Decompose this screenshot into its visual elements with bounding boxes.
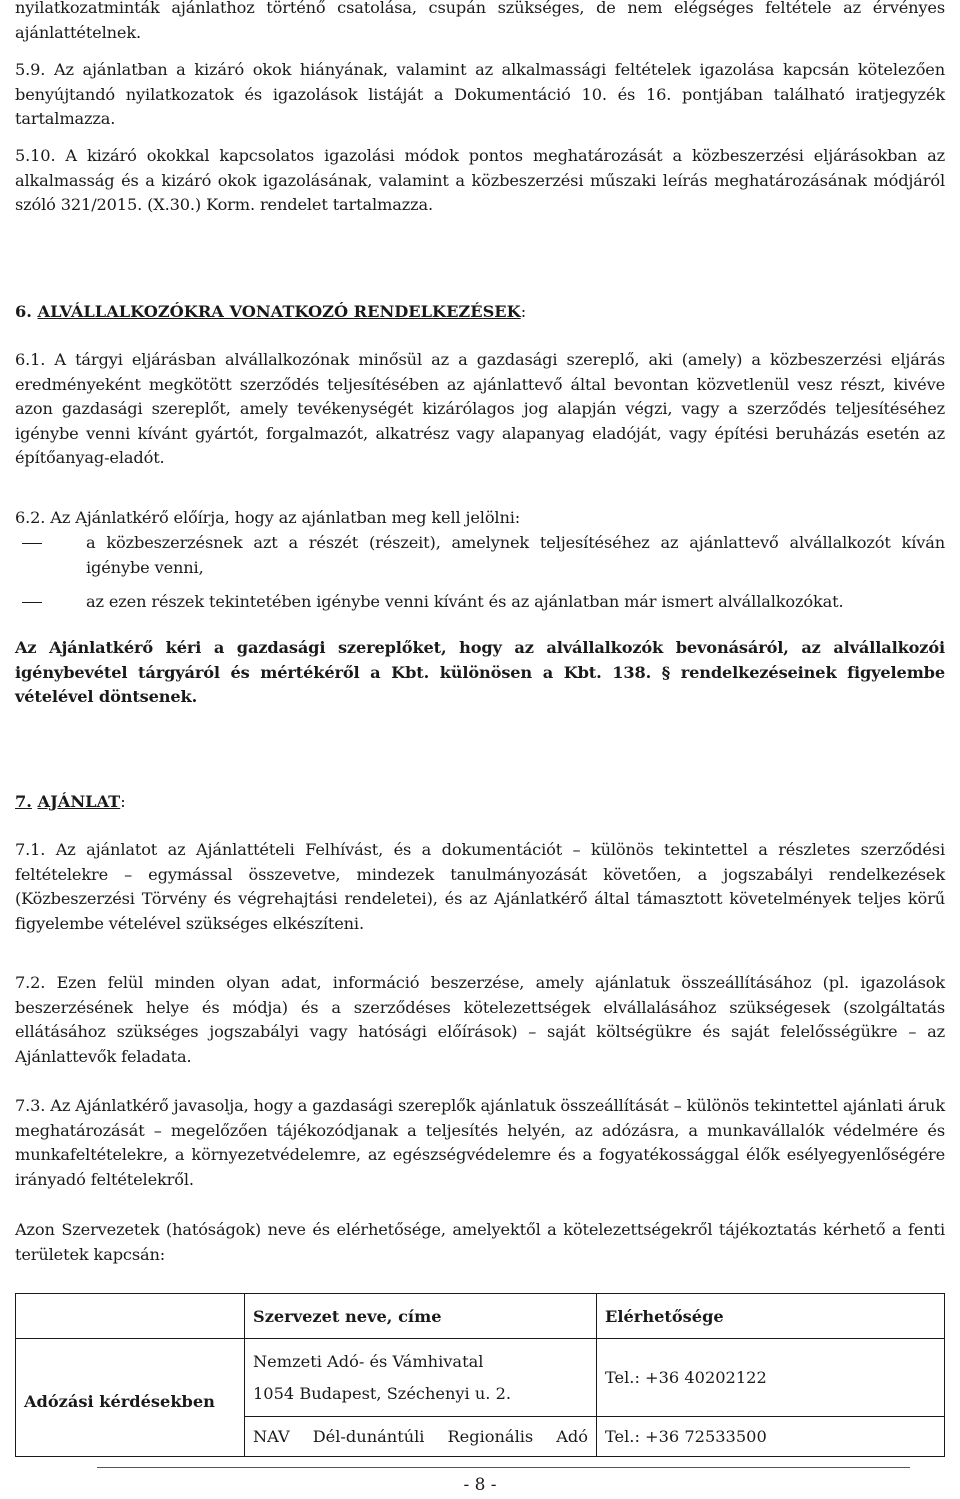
- paragraph-7-1: 7.1. Az ajánlatot az Ajánlattételi Felhívást, és a dokumentációt – különös tekintettel a részletes szerződési feltételekre – egymással összevetve, mindezek tanulmányozását követően, a jogszabályi rendelkezések (Közbeszerzési Törvény és végrehajtási rendeletei), és az Ajánlatkérő által támasztott követelmények teljes körű figyelembe vételével szükséges elkészíteni.: [15, 840, 945, 933]
- section-colon: :: [520, 302, 527, 321]
- paragraph-organizations: Azon Szervezetek (hatóságok) neve és elérhetősége, amelyektől a kötelezettségekről tájékoztatás kérhető a fenti területek kapcsán:: [15, 1220, 945, 1264]
- section-heading-6: [15, 300, 945, 324]
- list-item: [15, 531, 945, 580]
- section-number: 6.: [15, 302, 32, 321]
- list-item: [15, 590, 945, 615]
- paragraph-6-2: 6.2. Az Ajánlatkérő előírja, hogy az ajánlatban meg kell jelölni:: [15, 508, 521, 527]
- table-cell-contact: Tel.: +36 72533500: [597, 1417, 945, 1457]
- section-heading-7: [15, 790, 945, 814]
- table-cell-organization: NAV Dél-dunántúli Regionális Adó: [245, 1417, 597, 1457]
- table-cell-organization: [245, 1339, 597, 1417]
- paragraph-7-3: 7.3. Az Ajánlatkérő javasolja, hogy a gazdasági szereplők ajánlatuk összeállítását – különös tekintettel ajánlati áruk meghatározását – megelőzően tájékozódjanak a teljesítés helyén, az adózásra, a munkavállalók védelmére és munkafeltételekre, a környezetvédelemre, az egészségvédelemre és a fogyatékossággal élők esélyegyenlőségére irányadó feltételekről.: [15, 1096, 945, 1189]
- table-header-name: Szervezet neve, címe: [245, 1294, 597, 1339]
- table-row-label: [16, 1339, 245, 1457]
- section-colon: :: [120, 792, 126, 811]
- organization-name: Nemzeti Adó- és Vámhivatal: [253, 1351, 484, 1371]
- list-item-text: a közbeszerzésnek azt a részét (részeit), amelynek teljesítéséhez az ajánlattevő alvállalkozót kíván igénybe venni,: [86, 533, 945, 577]
- row-label-text: Adózási kérdésekben: [24, 1392, 215, 1411]
- list-item-text: az ezen részek tekintetében igénybe venni kívánt és az ajánlatban már ismert alvállalkozókat.: [86, 592, 844, 611]
- paragraph-6-1: 6.1. A tárgyi eljárásban alvállalkozónak minősül az a gazdasági szereplő, aki (amely) a közbeszerzési eljárás eredményeként megkötött szerződés teljesítésében az ajánlattevő által bevontan közvetlenül vesz részt, kivéve azon gazdasági szereplőt, amely tevékenységét kizárólagos jog alapján végzi, vagy a szerződés teljesítéséhez igénybe venni kívánt gyártót, forgalmazót, alkatrész vagy alapanyag eladóját, vagy építési beruházás esetén az építőanyag-eladót.: [15, 350, 945, 467]
- table-cell-contact: Tel.: +36 40202122: [597, 1339, 945, 1417]
- table-row: [16, 1339, 945, 1417]
- section-title: ALVÁLLALKOZÓKRA VONATKOZÓ RENDELKEZÉSEK: [37, 302, 521, 321]
- paragraph-intro: nyilatkozatminták ajánlathoz történő csatolása, csupán szükséges, de nem elégséges feltétele az érvényes ajánlattételnek.: [15, 0, 945, 42]
- organizations-table: [15, 1293, 945, 1457]
- section-title: AJÁNLAT: [37, 792, 121, 811]
- paragraph-5-10: 5.10. A kizáró okokkal kapcsolatos igazolási módok pontos meghatározását a közbeszerzési eljárásokban az alkalmasság és a kizáró okok igazolásának, valamint a közbeszerzési műszaki leírás meghatározásának módjáról szóló 321/2015. (X.30.) Korm. rendelet tartalmazza.: [15, 146, 945, 214]
- paragraph-7-2: 7.2. Ezen felül minden olyan adat, információ beszerzése, amely ajánlatuk összeállításához (pl. igazolások beszerzésének helye és módja) és a szerződéses kötelezettségek elvállalásához szükségesek (szolgáltatás ellátásához szükséges jogszabályi vagy hatósági előírások) – saját költségükre és saját felelősségükre – az Ajánlattevők feladata.: [15, 973, 945, 1066]
- footer-divider: [97, 1467, 910, 1468]
- table-header-contact: Elérhetősége: [597, 1294, 945, 1339]
- section-number: 7.: [15, 792, 32, 811]
- table-header-empty: [16, 1294, 245, 1339]
- paragraph-5-9: 5.9. Az ajánlatban a kizáró okok hiányának, valamint az alkalmassági feltételek igazolása kapcsán kötelezően benyújtandó nyilatkozatok és igazolások listáját a Dokumentáció 10. és 16. pontjában található iratjegyzék tartalmazza.: [15, 60, 945, 128]
- dash-bullet-icon: [22, 543, 42, 544]
- dash-list: [15, 531, 945, 615]
- paragraph-6-bold-notice: Az Ajánlatkérő kéri a gazdasági szereplőket, hogy az alvállalkozók bevonásáról, az alvállalkozói igénybevétel tárgyáról és mértékéről a Kbt. különösen a Kbt. 138. § rendelkezéseinek figyelembe vételével döntsenek.: [15, 638, 945, 706]
- table-header-row: [16, 1294, 945, 1339]
- organization-address: 1054 Budapest, Széchenyi u. 2.: [253, 1383, 512, 1403]
- page-number: - 8 -: [463, 1475, 497, 1495]
- dash-bullet-icon: [22, 602, 42, 603]
